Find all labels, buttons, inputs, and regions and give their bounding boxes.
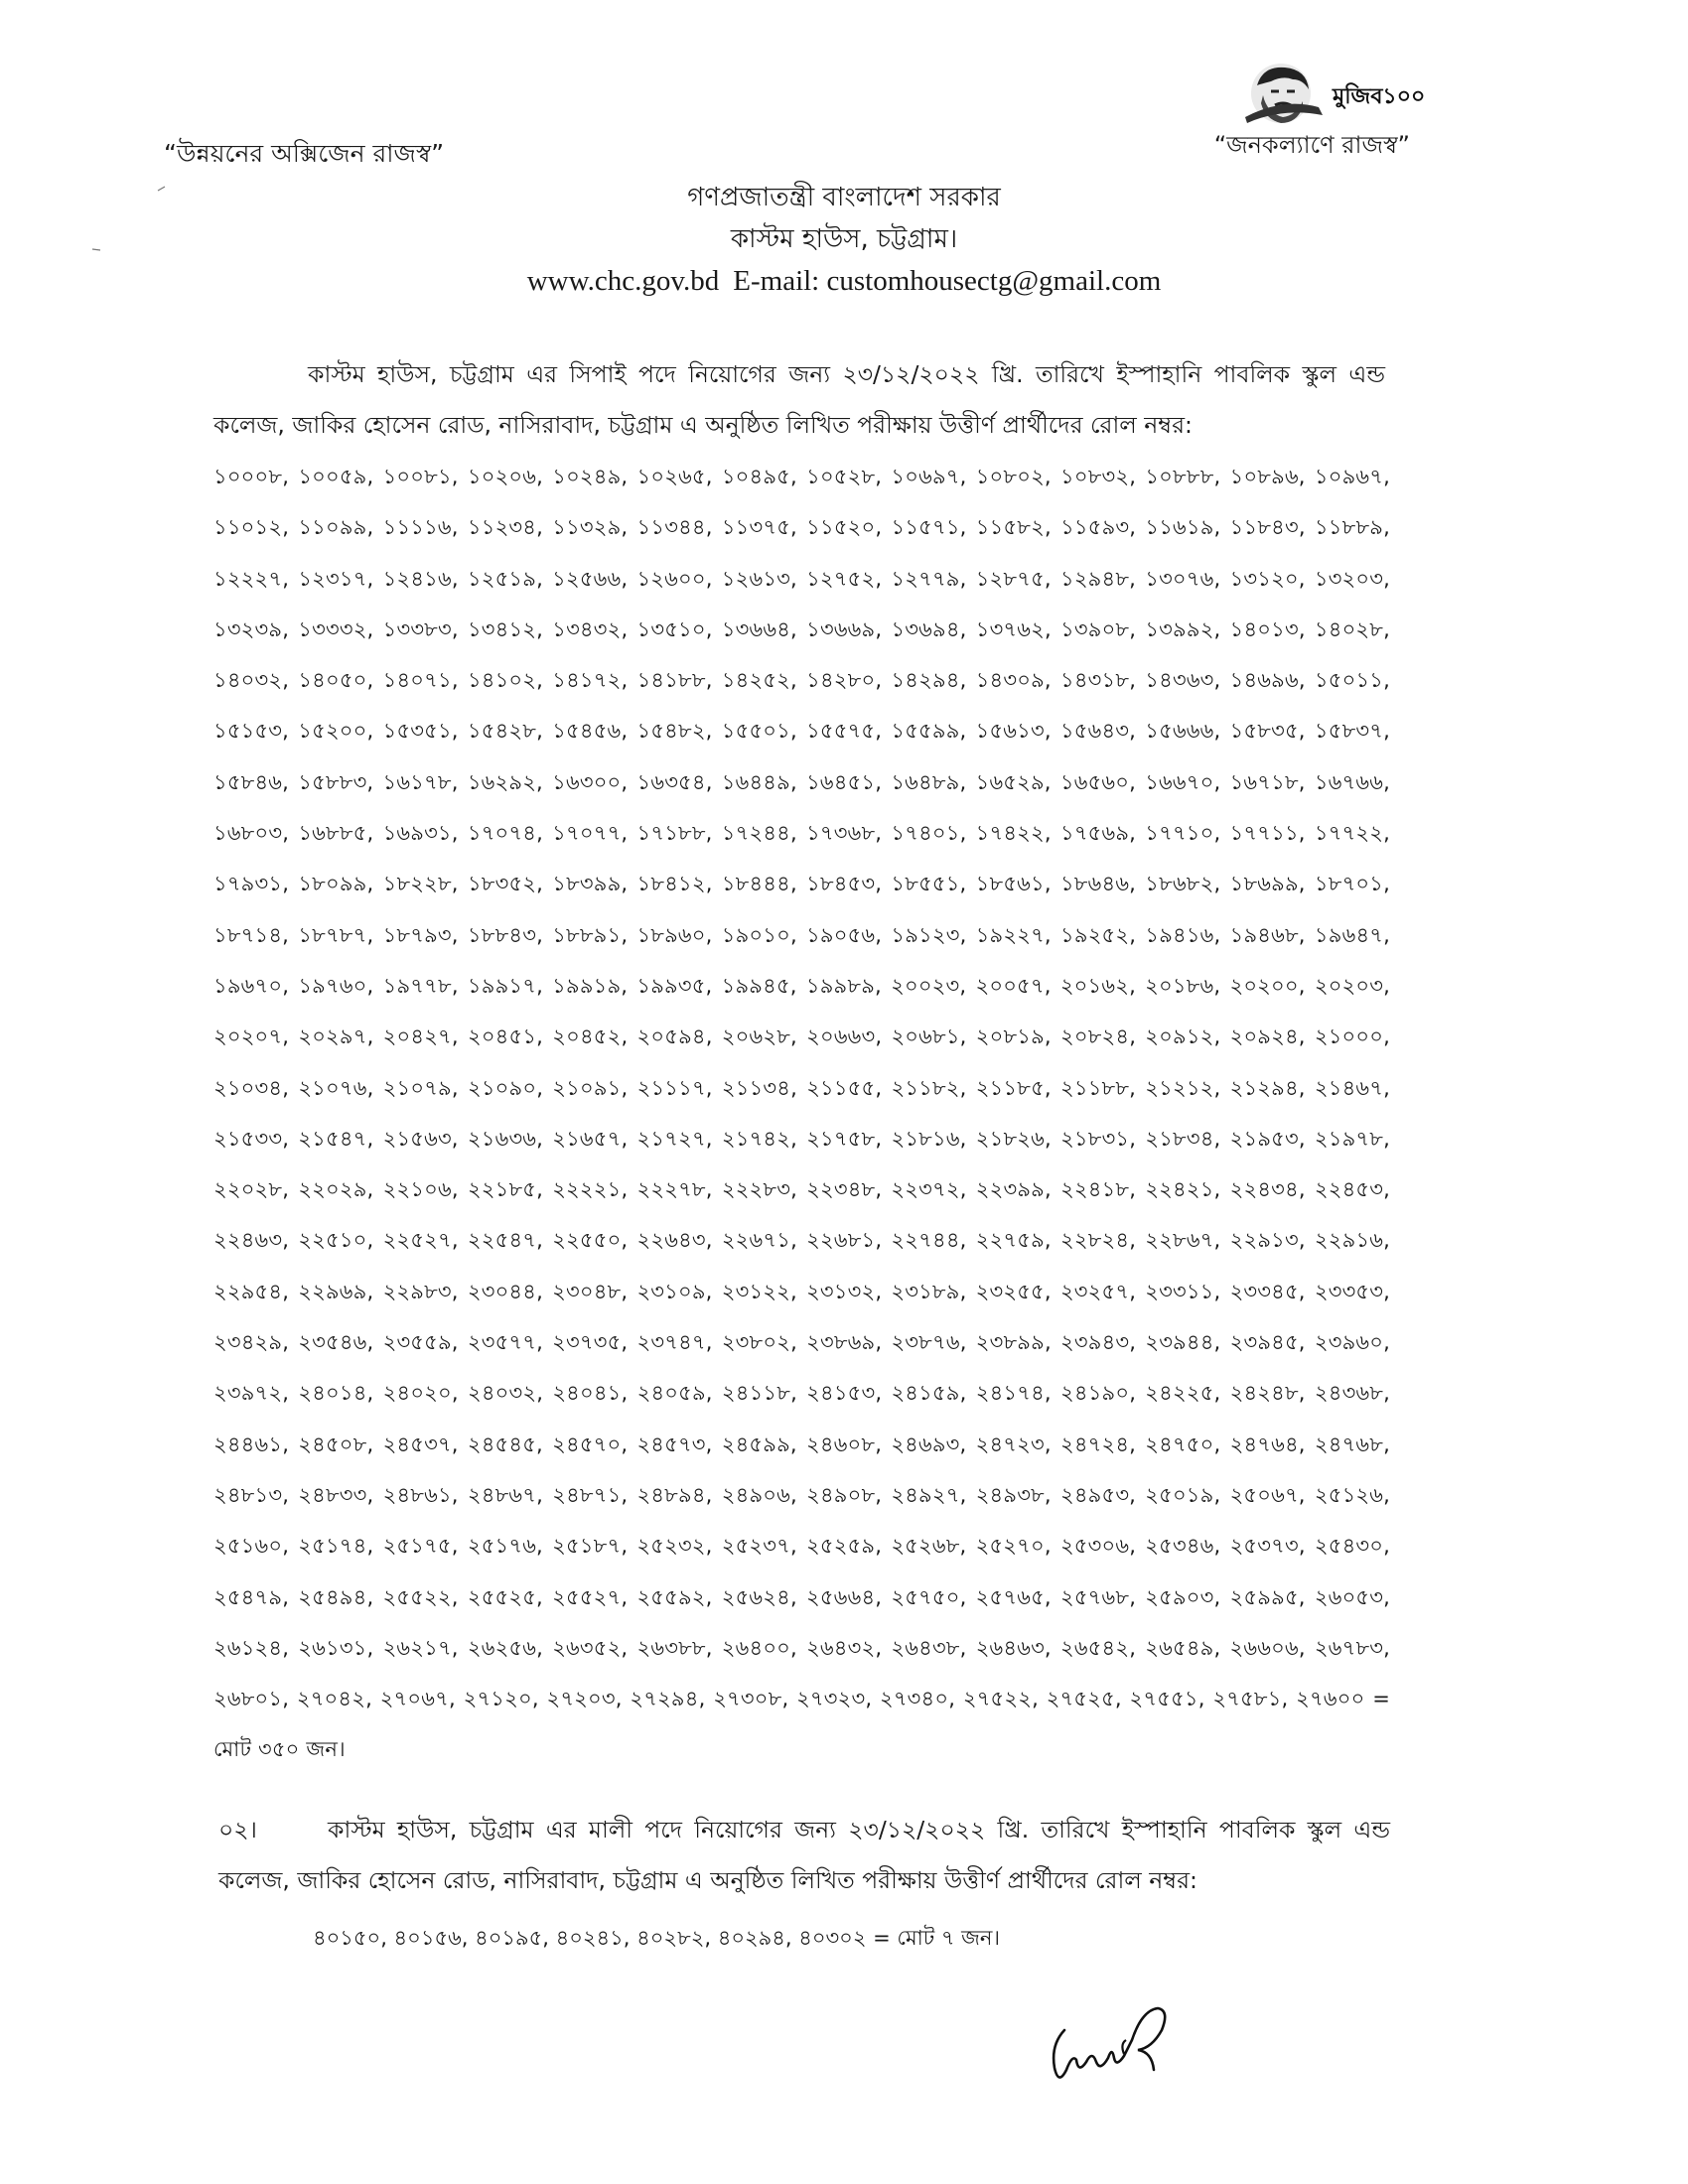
sepoy-roll-list: ১০০০৮, ১০০৫৯, ১০০৮১, ১০২০৬, ১০২৪৯, ১০২৬৫, ১০৪৯৫, ১০৫২৮, ১০৬৯৭, ১০৮০২, ১০৮৩২, ১০৮৮৮, ১০৮৯৬, ১০৯৬৭, ১১০১২, ১১০৯৯, ১১১১৬, ১১২৩৪, ১১৩২৯, ১১৩৪৪, ১১৩৭৫, ১১৫২০, ১১৫৭১, ১১৫৮২, ১১৫৯৩, ১১৬১৯, ১১৮৪৩, ১১৮৮৯, ১২২২৭, ১২৩১৭, ১২৪১৬, ১২৫১৯, ১২৫৬৬, ১২৬০০, ১২৬১৩, ১২৭৫২, ১২৭৭৯, ১২৮৭৫, ১২৯৪৮, ১৩০৭৬, ১৩১২০, ১৩২০৩, ১৩২৩৯, ১৩৩৩২, ১৩৩৮৩, ১৩৪১২, ১৩৪৩২, ১৩৫১০, ১৩৬৬৪, ১৩৬৬৯, ১৩৬৯৪, ১৩৭৬২, ১৩৯০৮, ১৩৯৯২, ১৪০১৩, ১৪০২৮, ১৪০৩২, ১৪০৫০, ১৪০৭১, ১৪১০২, ১৪১৭২, ১৪১৮৮, ১৪২৫২, ১৪২৮০, ১৪২৯৪, ১৪৩০৯, ১৪৩১৮, ১৪৩৬৩, ১৪৬৯৬, ১৫০১১, ১৫১৫৩, ১৫২০০, ১৫৩৫১, ১৫৪২৮, ১৫৪৫৬, ১৫৪৮২, ১৫৫০১, ১৫৫৭৫, ১৫৫৯৯, ১৫৬১৩, ১৫৬৪৩, ১৫৬৬৬, ১৫৮৩৫, ১৫৮৩৭, ১৫৮৪৬, ১৫৮৮৩, ১৬১৭৮, ১৬২৯২, ১৬৩০০, ১৬৩৫৪, ১৬৪৪৯, ১৬৪৫১, ১৬৪৮৯, ১৬৫২৯, ১৬৫৬০, ১৬৬৭০, ১৬৭১৮, ১৬৭৬৬, ১৬৮০৩, ১৬৮৮৫, ১৬৯৩১, ১৭০৭৪, ১৭০৭৭, ১৭১৮৮, ১৭২৪৪, ১৭৩৬৮, ১৭৪০১, ১৭৪২২, ১৭৫৬৯, ১৭৭১০, ১৭৭১১, ১৭৭২২, ১৭৯৩১, ১৮০৯৯, ১৮২২৮, ১৮৩৫২, ১৮৩৯৯, ১৮৪১২, ১৮৪৪৪, ১৮৪৫৩, ১৮৫৫১, ১৮৫৬১, ১৮৬৪৬, ১৮৬৮২, ১৮৬৯৯, ১৮৭০১, ১৮৭১৪, ১৮৭৮৭, ১৮৭৯৩, ১৮৮৪৩, ১৮৮৯১, ১৮৯৬০, ১৯০১০, ১৯০৫৬, ১৯১২৩, ১৯২২৭, ১৯২৫২, ১৯৪১৬, ১৯৪৬৮, ১৯৬৪৭, ১৯৬৭০, ১৯৭৬০, ১৯৭৭৮, ১৯৯১৭, ১৯৯১৯, ১৯৯৩৫, ১৯৯৪৫, ১৯৯৮৯, ২০০২৩, ২০০৫৭, ২০১৬২, ২০১৮৬, ২০২০০, ২০২০৩, ২০২০৭, ২০২৯৭, ২০৪২৭, ২০৪৫১, ২০৪৫২, ২০৫৯৪, ২০৬২৮, ২০৬৬৩, ২০৬৮১, ২০৮১৯, ২০৮২৪, ২০৯১২, ২০৯২৪, ২১০০০, ২১০৩৪, ২১০৭৬, ২১০৭৯, ২১০৯০, ২১০৯১, ২১১১৭, ২১১৩৪, ২১১৫৫, ২১১৮২, ২১১৮৫, ২১১৮৮, ২১২১২, ২১২৯৪, ২১৪৬৭, ২১৫৩৩, ২১৫৪৭, ২১৫৬৩, ২১৬৩৬, ২১৬৫৭, ২১৭২৭, ২১৭৪২, ২১৭৫৮, ২১৮১৬, ২১৮২৬, ২১৮৩১, ২১৮৩৪, ২১৯৫৩, ২১৯৭৮, ২২০২৮, ২২০২৯, ২২১০৬, ২২১৮৫, ২২২২১, ২২২৭৮, ২২২৮৩, ২২৩৪৮, ২২৩৭২, ২২৩৯৯, ২২৪১৮, ২২৪২১, ২২৪৩৪, ২২৪৫৩, ২২৪৬৩, ২২৫১০, ২২৫২৭, ২২৫৪৭, ২২৫৫০, ২২৬৪৩, ২২৬৭১, ২২৬৮১, ২২৭৪৪, ২২৭৫৯, ২২৮২৪, ২২৮৬৭, ২২৯১৩, ২২৯১৬, ২২৯৫৪, ২২৯৬৯, ২২৯৮৩, ২৩০৪৪, ২৩০৪৮, ২৩১০৯, ২৩১২২, ২৩১৩২, ২৩১৮৯, ২৩২৫৫, ২৩২৫৭, ২৩৩১১, ২৩৩৪৫, ২৩৩৫৩, ২৩৪২৯, ২৩৫৪৬, ২৩৫৫৯, ২৩৫৭৭, ২৩৭৩৫, ২৩৭৪৭, ২৩৮০২, ২৩৮৬৯, ২৩৮৭৬, ২৩৮৯৯, ২৩৯৪৩, ২৩৯৪৪, ২৩৯৪৫, ২৩৯৬০, ২৩৯৭২, ২৪০১৪, ২৪০২০, ২৪০৩২, ২৪০৪১, ২৪০৫৯, ২৪১১৮, ২৪১৫৩, ২৪১৫৯, ২৪১৭৪, ২৪১৯০, ২৪২২৫, ২৪২৪৮, ২৪৩৬৮, ২৪৪৬১, ২৪৫০৮, ২৪৫৩৭, ২৪৫৪৫, ২৪৫৭০, ২৪৫৭৩, ২৪৫৯৯, ২৪৬০৮, ২৪৬৯৩, ২৪৭২৩, ২৪৭২৪, ২৪৭৫০, ২৪৭৬৪, ২৪৭৬৮, ২৪৮১৩, ২৪৮৩৩, ২৪৮৬১, ২৪৮৬৭, ২৪৮৭১, ২৪৮৯৪, ২৪৯০৬, ২৪৯০৮, ২৪৯২৭, ২৪৯৩৮, ২৪৯৫৩, ২৫০১৯, ২৫০৬৭, ২৫১২৬, ২৫১৬০, ২৫১৭৪, ২৫১৭৫, ২৫১৭৬, ২৫১৮৭, ২৫২৩২, ২৫২৩৭, ২৫২৫৯, ২৫২৬৮, ২৫২৭০, ২৫৩০৬, ২৫৩৪৬, ২৫৩৭৩, ২৫৪৩০, ২৫৪৭৯, ২৫৪৯৪, ২৫৫২২, ২৫৫২৫, ২৫৫২৭, ২৫৫৯২, ২৫৬২৪, ২৫৬৬৪, ২৫৭৫০, ২৫৭৬৫, ২৫৭৬৮, ২৫৯০৩, ২৫৯৯৫, ২৬০৫৩, ২৬১২৪, ২৬১৩১, ২৬২১৭, ২৬২৫৬, ২৬৩৫২, ২৬৩৮৮, ২৬৪০০, ২৬৪৩২, ২৬৪৩৮, ২৬৪৬৩, ২৬৫৪২, ২৬৫৪৯, ২৬৬০৬, ২৬৭৮৩, ২৬৮০১, ২৭০৪২, ২৭০৬৭, ২৭১২০, ২৭২০৩, ২৭২৯৪, ২৭৩০৮, ২৭৩২৩, ২৭৩৪০, ২৭৫২২, ২৭৫২৫, ২৭৫৫১, ২৭৫৮১, ২৭৬০০ = মোট ৩৫০ জন। [213, 465, 1390, 1762]
section-number: ০২। [218, 1816, 257, 1843]
motto-right: “জনকল্যাণে রাজস্ব” [1213, 131, 1410, 159]
contact-line [0, 260, 1688, 302]
email-address[interactable]: E-mail: customhousectg@gmail.com [733, 265, 1162, 297]
gardener-notice-intro [218, 1805, 1390, 1906]
gardener-intro-text: কাস্টম হাউস, চট্টগ্রাম এর মালী পদে নিয়োগের জন্য ২৩/১২/২০২২ খ্রি. তারিখে ইস্পাহানি পাবলিক স্কুল এন্ড কলেজ, জাকির হোসেন রোড, নাসিরাবাদ, চট্টগ্রাম এ অনুষ্ঠিত লিখিত পরীক্ষায় উত্তীর্ণ প্রার্থীদের রোল নম্বর: [218, 1816, 1390, 1894]
mujib100-logo [1223, 58, 1442, 129]
logo-text: মুজিব১০০ [1333, 84, 1426, 109]
sepoy-intro-text: কাস্টম হাউস, চট্টগ্রাম এর সিপাই পদে নিয়োগের জন্য ২৩/১২/২০২২ খ্রি. তারিখে ইস্পাহানি পাবলিক স্কুল এন্ড কলেজ, জাকির হোসেন রোড, নাসিরাবাদ, চট্টগ্রাম এ অনুষ্ঠিত লিখিত পরীক্ষায় উত্তীর্ণ প্রার্থীদের রোল নম্বর: [213, 360, 1385, 439]
letterhead [0, 177, 1688, 302]
sepoy-notice-intro [213, 349, 1385, 451]
motto-left: “উন্নয়নের অক্সিজেন রাজস্ব” [164, 139, 445, 168]
office-name: কাস্টম হাউস, চট্টগ্রাম। [730, 224, 958, 254]
website-link[interactable]: www.chc.gov.bd [526, 265, 720, 297]
signature [1043, 1990, 1192, 2095]
gardener-roll-list: ৪০১৫০, ৪০১৫৬, ৪০১৯৫, ৪০২৪১, ৪০২৮২, ৪০২৯৪, ৪০৩০২ = মোট ৭ জন। [313, 1926, 1000, 1950]
government-name: গণপ্রজাতন্ত্রী বাংলাদেশ সরকার [687, 183, 1001, 212]
